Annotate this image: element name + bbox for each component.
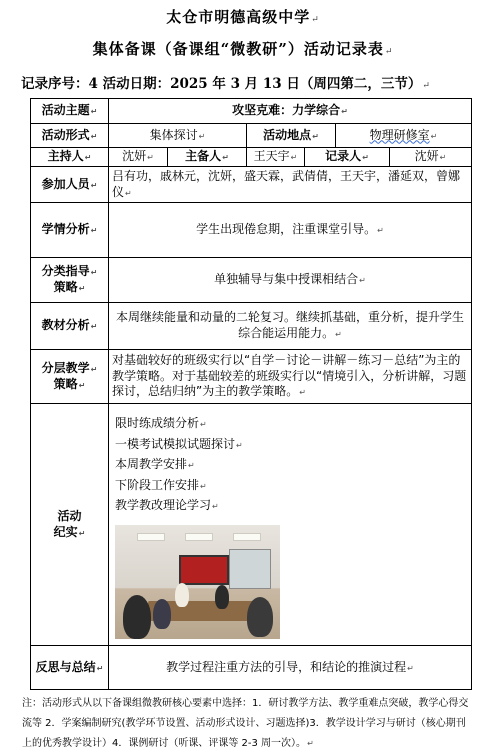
row-reflection [31, 646, 472, 690]
host-value: 沈妍↵ [109, 148, 168, 167]
material-label: 教材分析↵ [31, 303, 109, 350]
activity-item: 下阶段工作安排↵ [115, 477, 207, 492]
form-title: 集体备课（备课组“微教研”）活动记录表↵ [92, 40, 394, 58]
lead-value: 王天宇↵ [247, 148, 305, 167]
row-analysis [31, 203, 472, 258]
place-value: 物理研修室↵ [336, 124, 472, 148]
footnote: 注：活动形式从以下备课组微教研核心要素中选择：1．研讨教学方法、教学重难点突破，教学心得交流等 2．学案编制研究(教学环节设置、活动形式设计、习题选择)3．教学设计学习与研讨（核心期刊上的优秀教学设计）4．课例研讨（听课、评课等 2-3 周一次）。↵ [22, 698, 469, 749]
activity-item: 教学教改理论学习↵ [115, 498, 219, 512]
activity-item: 限时练成绩分析↵ [115, 416, 207, 430]
guidance-label: 分类指导↵ 策略↵ [31, 258, 109, 303]
row-form [31, 124, 472, 148]
row-material [31, 303, 472, 350]
reflection-value: 教学过程注重方法的引导，和结论的推演过程↵ [109, 646, 472, 690]
lead-label: 主备人↵ [168, 148, 247, 167]
form-value: 集体探讨↵ [109, 124, 247, 148]
record-table [30, 98, 472, 690]
theme-value: 攻坚克难：力学综合↵ [109, 99, 472, 124]
material-value: 本周继续能量和动量的二轮复习。继续抓基础，重分析，提升学生综合能运用能力。↵ [109, 303, 472, 350]
recorder-label: 记录人↵ [305, 148, 390, 167]
school-title: 太仓市明德高级中学↵ [166, 8, 320, 26]
reflection-label: 反思与总结↵ [31, 646, 109, 690]
row-guidance [31, 258, 472, 303]
row-members [31, 167, 472, 203]
activity-item: 一模考试模拟试题探讨↵ [115, 436, 243, 451]
row-host [31, 148, 472, 167]
activity-content [109, 404, 472, 646]
members-label: 参加人员↵ [31, 167, 109, 203]
host-label: 主持人↵ [31, 148, 109, 167]
activity-label: 活动 纪实↵ [31, 404, 109, 646]
record-info-line: 记录序号：4 活动日期：2025 年 3 月 13 日（周四第二，三节）↵ [21, 76, 430, 92]
form-label: 活动形式↵ [31, 124, 109, 148]
members-value: 吕有功，戚林元，沈妍，盛天霖，武倩倩，王天宇，潘延双，曾娜仪↵ [109, 167, 472, 203]
guidance-value: 单独辅导与集中授课相结合↵ [109, 258, 472, 303]
row-activity [31, 404, 472, 646]
recorder-value: 沈妍↵ [390, 148, 472, 167]
row-tiered [31, 350, 472, 404]
theme-label: 活动主题↵ [31, 99, 109, 124]
row-theme [31, 99, 472, 124]
tiered-value: 对基础较好的班级实行以“自学－讨论－讲解－练习－总结”为主的教学策略。对于基础较差的班级实行以“情境引入，分析讲解，习题探讨，总结归纳”为主的教学策略。↵ [109, 350, 472, 404]
analysis-label: 学情分析↵ [31, 203, 109, 258]
analysis-value: 学生出现倦怠期，注重课堂引导。↵ [109, 203, 472, 258]
activity-item: 本周教学安排↵ [115, 457, 195, 471]
tiered-label: 分层教学↵ 策略↵ [31, 350, 109, 404]
place-label: 活动地点↵ [247, 124, 336, 148]
activity-photo [115, 525, 280, 639]
